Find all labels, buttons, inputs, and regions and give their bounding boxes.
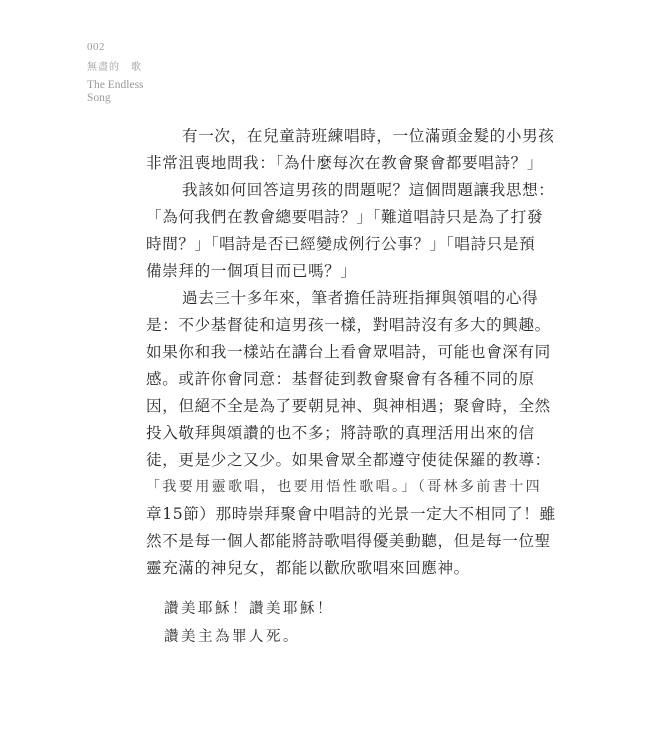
text-line: 然不是每一個人都能將詩歌唱得優美動聽，但是每一位聖 <box>146 532 551 550</box>
book-title-chinese: 無盡的 歌 <box>87 62 142 73</box>
text-line: 「為何我們在教會總要唱詩？」「難道唱詩只是為了打發 <box>146 208 544 226</box>
hymn-excerpt <box>164 595 334 651</box>
text-line: 過去三十多年來，筆者擔任詩班指揮與領唱的心得 <box>182 289 539 307</box>
book-title-english: The Endless Song <box>87 79 144 104</box>
text-line: 投入敬拜與頌讚的也不多；將詩歌的真理活用出來的信 <box>146 424 535 442</box>
text-line: 如果你和我一樣站在講台上看會眾唱詩，可能也會深有同 <box>146 343 551 361</box>
text-line: 有一次，在兒童詩班練唱時，一位滿頭金髮的小男孩 <box>182 127 555 145</box>
text-line: 感。或許你會同意：基督徒到教會聚會有各種不同的原 <box>146 370 535 388</box>
text-line: 徒，更是少之又少。如果會眾全都遵守使徒保羅的教導： <box>146 451 551 469</box>
text-line: 靈充滿的神兒女，都能以歡欣歌唱來回應神。 <box>146 559 470 577</box>
text-line: 章15節）那時崇拜聚會中唱詩的光景一定大不相同了！雖 <box>146 505 556 523</box>
text-line: 我該如何回答這男孩的問題呢？這個問題讓我思想： <box>182 181 555 199</box>
page-number: 002 <box>87 41 105 53</box>
hymn-line: 讚美耶穌！讚美耶穌！ <box>164 601 334 617</box>
paragraph-2 <box>146 177 555 285</box>
text-line: 非常沮喪地問我：「為什麼每次在教會聚會都要唱詩？」 <box>146 154 544 172</box>
hymn-line: 讚美主為罪人死。 <box>164 629 300 645</box>
body-text <box>146 123 556 582</box>
scripture-quote-line: 「我要用靈歌唱，也要用悟性歌唱。」（哥林多前書十四 <box>146 479 542 495</box>
text-line: 是：不少基督徒和這男孩一樣，對唱詩沒有多大的興趣。 <box>146 316 551 334</box>
running-head <box>87 40 157 105</box>
paragraph-1 <box>146 123 555 177</box>
text-line: 備崇拜的一個項目而已嗎？」 <box>146 262 357 280</box>
text-line: 因，但絕不全是為了要朝見神、與神相遇；聚會時，全然 <box>146 397 551 415</box>
text-line: 時間？」「唱詩是否已經變成例行公事？」「唱詩只是預 <box>146 235 536 253</box>
paragraph-3 <box>146 285 556 582</box>
